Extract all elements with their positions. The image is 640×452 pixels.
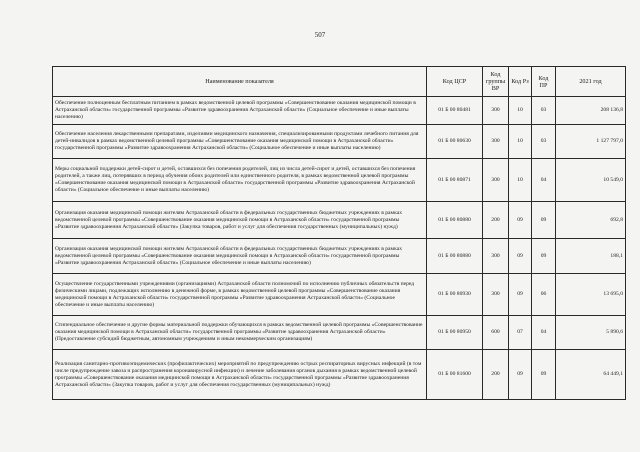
row-pr: 09 [532, 202, 556, 239]
row-amount: 208 136,8 [556, 97, 626, 125]
row-name: Организация оказания медицинской помощи жителям Астраханской области в федеральных государственных бюджетных учреждениях в рамках ведомственной целевой программы «Совершенствование оказания медицинской помощи в Астраханской области» государственной программы «Развитие здравоохранения Астраханской области» (Закупка товаров, работ и услуг для обеспечения государственных (муниципальных) нужд) [53, 202, 427, 239]
row-rz: 09 [509, 202, 532, 239]
row-vr: 300 [483, 159, 509, 202]
row-name: Осуществление государственными учреждениями (организациями) Астраханской области полномочий по исполнению публичных обязательств перед физическими лицами, подлежащих исполнению в денежной форме, в рамках ведомственной целевой программы «Совершенствование оказания медицинской помощи в Астраханской области» государственной программы «Развитие здравоохранения Астраханской области» (Социальное обеспечение и иные выплаты населению) [53, 274, 427, 316]
table-row [53, 159, 626, 202]
row-amount: 5 890,6 [556, 316, 626, 350]
row-vr: 200 [483, 202, 509, 239]
row-csr: 01 Б 00 80930 [427, 274, 483, 316]
row-rz: 10 [509, 125, 532, 159]
row-amount: 10 549,0 [556, 159, 626, 202]
row-rz: 09 [509, 274, 532, 316]
row-name: Обеспечение полноценным бесплатным питанием в рамках ведомственной целевой программы «Совершенствование оказания медицинской помощи в Астраханской области» государственной программы «Развитие здравоохранения Астраханской области» (Социальное обеспечение и иные выплаты населению) [53, 97, 427, 125]
row-csr: 01 Б 00 80871 [427, 159, 483, 202]
row-csr: 01 Б 00 80481 [427, 97, 483, 125]
row-csr: 01 Б 00 80880 [427, 239, 483, 274]
row-csr: 01 Б 00 80950 [427, 316, 483, 350]
row-name: Стипендиальное обеспечение и другие формы материальной поддержки обучающихся в рамках ведомственной целевой программы «Совершенствование оказания медицинской помощи в Астраханской области» государственной программы «Развитие здравоохранения Астраханской области» (Предоставление субсидий бюджетным, автономным учреждениям и иным некоммерческим организациям) [53, 316, 427, 350]
row-pr: 04 [532, 159, 556, 202]
table-row [53, 350, 626, 400]
header-year: 2021 год [556, 67, 626, 97]
table-row [53, 239, 626, 274]
row-pr: 06 [532, 274, 556, 316]
table-row [53, 202, 626, 239]
row-rz: 09 [509, 350, 532, 400]
row-csr: 01 Б 00 81600 [427, 350, 483, 400]
table-row [53, 274, 626, 316]
header-rz: Код Рз [509, 67, 532, 97]
row-name: Реализация санитарно-противоэпидемических (профилактических) мероприятий по предупреждению острых респираторных вирусных инфекций (в том числе предупреждение завоза и распространения коронавирусной инфекции) и лечение заболевания органов дыхания в рамках ведомственной целевой программы «Совершенствование оказания медицинской помощи в Астраханской области» государственной программы «Развитие здравоохранения Астраханской области» (Закупка товаров, работ и услуг для обеспечения государственных (муниципальных) нужд) [53, 350, 427, 400]
table-row [53, 97, 626, 125]
header-csr: Код ЦСР [427, 67, 483, 97]
row-pr: 04 [532, 316, 556, 350]
row-rz: 10 [509, 159, 532, 202]
row-vr: 300 [483, 125, 509, 159]
row-pr: 03 [532, 97, 556, 125]
header-pr: Код ПР [532, 67, 556, 97]
row-rz: 09 [509, 239, 532, 274]
row-pr: 09 [532, 350, 556, 400]
budget-table [52, 66, 626, 400]
row-pr: 09 [532, 239, 556, 274]
row-vr: 300 [483, 274, 509, 316]
row-name: Обеспечение населения лекарственными препаратами, изделиями медицинского назначения, специализированными продуктами лечебного питания для детей-инвалидов в рамках ведомственной целевой программы «Совершенствование оказания медицинской помощи в Астраханской области» государственной программы «Развитие здравоохранения Астраханской области» (Социальное обеспечение и иные выплаты населению) [53, 125, 427, 159]
row-vr: 300 [483, 239, 509, 274]
row-amount: 13 695,0 [556, 274, 626, 316]
row-csr: 01 Б 00 80630 [427, 125, 483, 159]
row-pr: 03 [532, 125, 556, 159]
row-vr: 200 [483, 350, 509, 400]
header-name: Наименование показателя [53, 67, 427, 97]
row-name: Меры социальной поддержки детей-сирот и детей, оставшихся без попечения родителей, лиц из числа детей-сирот и детей, оставшихся без попечения родителей, а также лиц, потерявших в период обучения обоих родителей или единственного родителя, в рамках ведомственной целевой программы «Совершенствование оказания медицинской помощи в Астраханской области» государственной программы «Развитие здравоохранения Астраханской области» (Социальное обеспечение и иные выплаты населению) [53, 159, 427, 202]
row-amount: 692,8 [556, 202, 626, 239]
row-vr: 300 [483, 97, 509, 125]
table-row [53, 316, 626, 350]
row-amount: 188,1 [556, 239, 626, 274]
table-header-row [53, 67, 626, 97]
row-amount: 1 127 797,0 [556, 125, 626, 159]
header-vr: Код группы ВР [483, 67, 509, 97]
table-row [53, 125, 626, 159]
row-vr: 600 [483, 316, 509, 350]
row-rz: 10 [509, 97, 532, 125]
row-name: Организация оказания медицинской помощи жителям Астраханской области в федеральных государственных бюджетных учреждениях в рамках ведомственной целевой программы «Совершенствование оказания медицинской помощи в Астраханской области» государственной программы «Развитие здравоохранения Астраханской области» (Социальное обеспечение и иные выплаты населению) [53, 239, 427, 274]
row-amount: 64 449,1 [556, 350, 626, 400]
row-csr: 01 Б 00 80880 [427, 202, 483, 239]
page-number: 507 [314, 31, 326, 39]
row-rz: 07 [509, 316, 532, 350]
